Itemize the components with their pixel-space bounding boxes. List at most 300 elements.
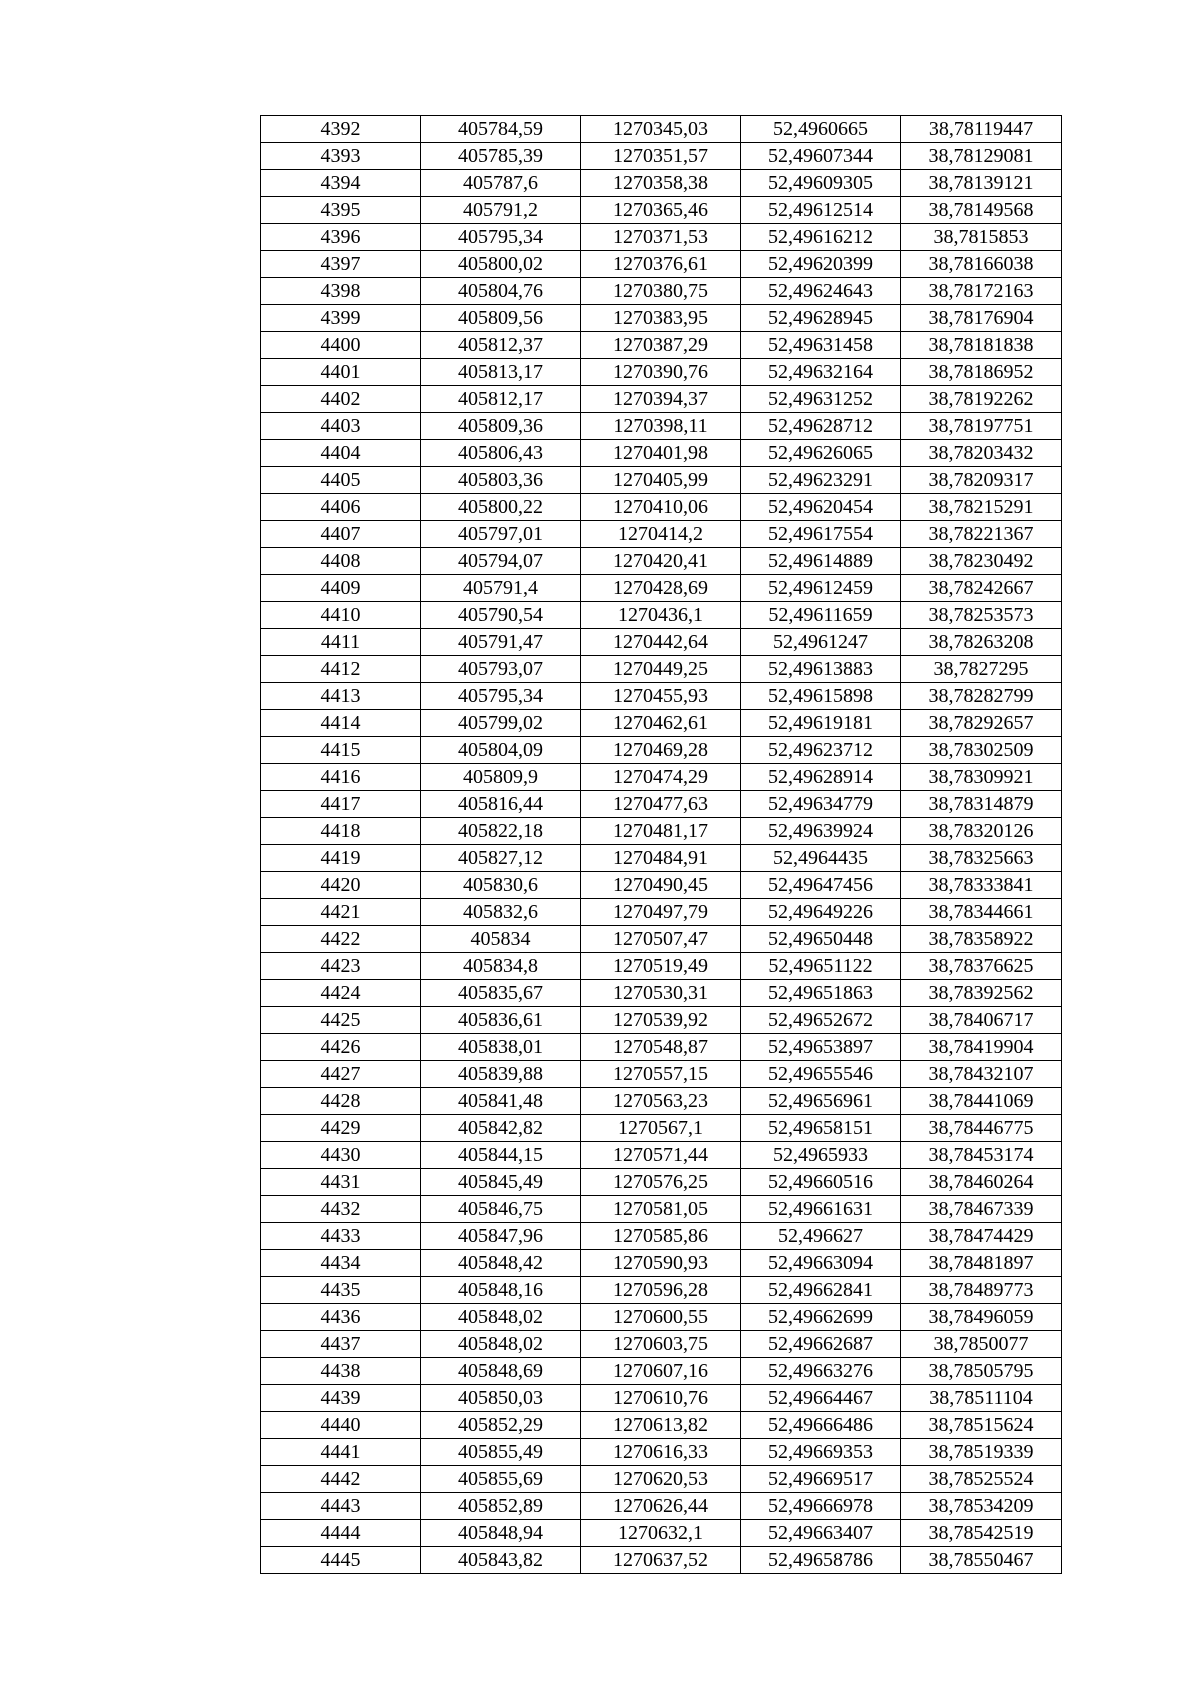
point-number-cell: 4432 [261,1196,421,1223]
latitude-cell: 52,49623291 [741,467,901,494]
longitude-cell: 38,78511104 [901,1385,1062,1412]
y-coordinate-cell: 1270442,64 [581,629,741,656]
latitude-cell: 52,49651863 [741,980,901,1007]
x-coordinate-cell: 405842,82 [421,1115,581,1142]
point-number-cell: 4396 [261,224,421,251]
point-number-cell: 4431 [261,1169,421,1196]
longitude-cell: 38,78460264 [901,1169,1062,1196]
y-coordinate-cell: 1270576,25 [581,1169,741,1196]
table-row [261,1169,1062,1196]
point-number-cell: 4440 [261,1412,421,1439]
y-coordinate-cell: 1270380,75 [581,278,741,305]
point-number-cell: 4406 [261,494,421,521]
y-coordinate-cell: 1270490,45 [581,872,741,899]
longitude-cell: 38,78292657 [901,710,1062,737]
y-coordinate-cell: 1270371,53 [581,224,741,251]
longitude-cell: 38,7827295 [901,656,1062,683]
longitude-cell: 38,78221367 [901,521,1062,548]
y-coordinate-cell: 1270519,49 [581,953,741,980]
x-coordinate-cell: 405848,69 [421,1358,581,1385]
table-row [261,683,1062,710]
table-row [261,629,1062,656]
y-coordinate-cell: 1270462,61 [581,710,741,737]
latitude-cell: 52,49662699 [741,1304,901,1331]
point-number-cell: 4418 [261,818,421,845]
latitude-cell: 52,49617554 [741,521,901,548]
x-coordinate-cell: 405795,34 [421,224,581,251]
point-number-cell: 4420 [261,872,421,899]
longitude-cell: 38,78181838 [901,332,1062,359]
y-coordinate-cell: 1270410,06 [581,494,741,521]
longitude-cell: 38,78534209 [901,1493,1062,1520]
x-coordinate-cell: 405847,96 [421,1223,581,1250]
table-row [261,845,1062,872]
longitude-cell: 38,78550467 [901,1547,1062,1574]
y-coordinate-cell: 1270484,91 [581,845,741,872]
latitude-cell: 52,49616212 [741,224,901,251]
y-coordinate-cell: 1270585,86 [581,1223,741,1250]
y-coordinate-cell: 1270507,47 [581,926,741,953]
longitude-cell: 38,78525524 [901,1466,1062,1493]
x-coordinate-cell: 405850,03 [421,1385,581,1412]
y-coordinate-cell: 1270405,99 [581,467,741,494]
latitude-cell: 52,49666486 [741,1412,901,1439]
y-coordinate-cell: 1270376,61 [581,251,741,278]
x-coordinate-cell: 405800,22 [421,494,581,521]
latitude-cell: 52,49663094 [741,1250,901,1277]
latitude-cell: 52,49626065 [741,440,901,467]
table-row [261,980,1062,1007]
table-row [261,872,1062,899]
table-row [261,224,1062,251]
longitude-cell: 38,78320126 [901,818,1062,845]
x-coordinate-cell: 405809,9 [421,764,581,791]
x-coordinate-cell: 405785,39 [421,143,581,170]
y-coordinate-cell: 1270358,38 [581,170,741,197]
longitude-cell: 38,78230492 [901,548,1062,575]
y-coordinate-cell: 1270477,63 [581,791,741,818]
latitude-cell: 52,49612514 [741,197,901,224]
table-row [261,764,1062,791]
x-coordinate-cell: 405809,56 [421,305,581,332]
point-number-cell: 4403 [261,413,421,440]
x-coordinate-cell: 405812,17 [421,386,581,413]
y-coordinate-cell: 1270530,31 [581,980,741,1007]
y-coordinate-cell: 1270539,92 [581,1007,741,1034]
coordinates-table-body [261,116,1062,1574]
latitude-cell: 52,49658151 [741,1115,901,1142]
point-number-cell: 4413 [261,683,421,710]
y-coordinate-cell: 1270414,2 [581,521,741,548]
point-number-cell: 4409 [261,575,421,602]
y-coordinate-cell: 1270600,55 [581,1304,741,1331]
y-coordinate-cell: 1270603,75 [581,1331,741,1358]
table-row [261,197,1062,224]
latitude-cell: 52,49663276 [741,1358,901,1385]
point-number-cell: 4399 [261,305,421,332]
table-row [261,467,1062,494]
latitude-cell: 52,49613883 [741,656,901,683]
x-coordinate-cell: 405855,49 [421,1439,581,1466]
x-coordinate-cell: 405848,94 [421,1520,581,1547]
latitude-cell: 52,49653897 [741,1034,901,1061]
x-coordinate-cell: 405797,01 [421,521,581,548]
point-number-cell: 4429 [261,1115,421,1142]
y-coordinate-cell: 1270610,76 [581,1385,741,1412]
table-row [261,359,1062,386]
x-coordinate-cell: 405809,36 [421,413,581,440]
x-coordinate-cell: 405784,59 [421,116,581,143]
y-coordinate-cell: 1270365,46 [581,197,741,224]
latitude-cell: 52,49623712 [741,737,901,764]
point-number-cell: 4398 [261,278,421,305]
longitude-cell: 38,78515624 [901,1412,1062,1439]
table-row [261,656,1062,683]
longitude-cell: 38,78467339 [901,1196,1062,1223]
longitude-cell: 38,78419904 [901,1034,1062,1061]
latitude-cell: 52,49666978 [741,1493,901,1520]
longitude-cell: 38,78481897 [901,1250,1062,1277]
longitude-cell: 38,78166038 [901,251,1062,278]
x-coordinate-cell: 405794,07 [421,548,581,575]
latitude-cell: 52,49614889 [741,548,901,575]
table-row [261,710,1062,737]
table-row [261,1115,1062,1142]
longitude-cell: 38,78263208 [901,629,1062,656]
x-coordinate-cell: 405852,89 [421,1493,581,1520]
latitude-cell: 52,4964435 [741,845,901,872]
latitude-cell: 52,49624643 [741,278,901,305]
latitude-cell: 52,49663407 [741,1520,901,1547]
latitude-cell: 52,4960665 [741,116,901,143]
point-number-cell: 4433 [261,1223,421,1250]
x-coordinate-cell: 405804,76 [421,278,581,305]
point-number-cell: 4436 [261,1304,421,1331]
x-coordinate-cell: 405812,37 [421,332,581,359]
x-coordinate-cell: 405787,6 [421,170,581,197]
y-coordinate-cell: 1270637,52 [581,1547,741,1574]
latitude-cell: 52,49669353 [741,1439,901,1466]
y-coordinate-cell: 1270420,41 [581,548,741,575]
x-coordinate-cell: 405839,88 [421,1061,581,1088]
x-coordinate-cell: 405827,12 [421,845,581,872]
longitude-cell: 38,7815853 [901,224,1062,251]
table-row [261,440,1062,467]
x-coordinate-cell: 405791,2 [421,197,581,224]
y-coordinate-cell: 1270548,87 [581,1034,741,1061]
x-coordinate-cell: 405848,16 [421,1277,581,1304]
table-row [261,1142,1062,1169]
point-number-cell: 4416 [261,764,421,791]
latitude-cell: 52,49656961 [741,1088,901,1115]
longitude-cell: 38,78376625 [901,953,1062,980]
y-coordinate-cell: 1270398,11 [581,413,741,440]
longitude-cell: 38,78209317 [901,467,1062,494]
table-row [261,170,1062,197]
longitude-cell: 38,78192262 [901,386,1062,413]
y-coordinate-cell: 1270436,1 [581,602,741,629]
latitude-cell: 52,49620454 [741,494,901,521]
longitude-cell: 38,78474429 [901,1223,1062,1250]
table-row [261,1223,1062,1250]
table-row [261,926,1062,953]
latitude-cell: 52,49661631 [741,1196,901,1223]
y-coordinate-cell: 1270613,82 [581,1412,741,1439]
table-row [261,332,1062,359]
point-number-cell: 4397 [261,251,421,278]
longitude-cell: 38,78453174 [901,1142,1062,1169]
y-coordinate-cell: 1270401,98 [581,440,741,467]
latitude-cell: 52,49628914 [741,764,901,791]
point-number-cell: 4393 [261,143,421,170]
table-row [261,251,1062,278]
x-coordinate-cell: 405843,82 [421,1547,581,1574]
longitude-cell: 38,78333841 [901,872,1062,899]
y-coordinate-cell: 1270632,1 [581,1520,741,1547]
y-coordinate-cell: 1270497,79 [581,899,741,926]
longitude-cell: 38,78309921 [901,764,1062,791]
longitude-cell: 38,78149568 [901,197,1062,224]
longitude-cell: 38,78325663 [901,845,1062,872]
table-row [261,818,1062,845]
latitude-cell: 52,49669517 [741,1466,901,1493]
x-coordinate-cell: 405830,6 [421,872,581,899]
table-row [261,1007,1062,1034]
latitude-cell: 52,49628712 [741,413,901,440]
x-coordinate-cell: 405816,44 [421,791,581,818]
latitude-cell: 52,49651122 [741,953,901,980]
y-coordinate-cell: 1270455,93 [581,683,741,710]
x-coordinate-cell: 405795,34 [421,683,581,710]
table-row [261,278,1062,305]
longitude-cell: 38,78139121 [901,170,1062,197]
point-number-cell: 4424 [261,980,421,1007]
latitude-cell: 52,49652672 [741,1007,901,1034]
y-coordinate-cell: 1270390,76 [581,359,741,386]
point-number-cell: 4404 [261,440,421,467]
longitude-cell: 38,78406717 [901,1007,1062,1034]
point-number-cell: 4435 [261,1277,421,1304]
table-row [261,413,1062,440]
longitude-cell: 38,78505795 [901,1358,1062,1385]
point-number-cell: 4441 [261,1439,421,1466]
table-row [261,1547,1062,1574]
x-coordinate-cell: 405841,48 [421,1088,581,1115]
point-number-cell: 4395 [261,197,421,224]
x-coordinate-cell: 405836,61 [421,1007,581,1034]
x-coordinate-cell: 405848,02 [421,1331,581,1358]
longitude-cell: 38,78441069 [901,1088,1062,1115]
point-number-cell: 4400 [261,332,421,359]
y-coordinate-cell: 1270351,57 [581,143,741,170]
latitude-cell: 52,49650448 [741,926,901,953]
point-number-cell: 4425 [261,1007,421,1034]
y-coordinate-cell: 1270383,95 [581,305,741,332]
longitude-cell: 38,78358922 [901,926,1062,953]
latitude-cell: 52,49664467 [741,1385,901,1412]
table-row [261,602,1062,629]
point-number-cell: 4417 [261,791,421,818]
table-row [261,1358,1062,1385]
longitude-cell: 38,78392562 [901,980,1062,1007]
y-coordinate-cell: 1270394,37 [581,386,741,413]
latitude-cell: 52,49647456 [741,872,901,899]
point-number-cell: 4423 [261,953,421,980]
x-coordinate-cell: 405835,67 [421,980,581,1007]
latitude-cell: 52,4965933 [741,1142,901,1169]
table-row [261,1385,1062,1412]
point-number-cell: 4439 [261,1385,421,1412]
table-row [261,1088,1062,1115]
table-row [261,1439,1062,1466]
x-coordinate-cell: 405822,18 [421,818,581,845]
x-coordinate-cell: 405804,09 [421,737,581,764]
x-coordinate-cell: 405834 [421,926,581,953]
y-coordinate-cell: 1270620,53 [581,1466,741,1493]
point-number-cell: 4421 [261,899,421,926]
longitude-cell: 38,78197751 [901,413,1062,440]
y-coordinate-cell: 1270449,25 [581,656,741,683]
x-coordinate-cell: 405790,54 [421,602,581,629]
latitude-cell: 52,49660516 [741,1169,901,1196]
point-number-cell: 4419 [261,845,421,872]
longitude-cell: 38,78176904 [901,305,1062,332]
point-number-cell: 4422 [261,926,421,953]
table-row [261,1061,1062,1088]
latitude-cell: 52,49634779 [741,791,901,818]
table-row [261,305,1062,332]
point-number-cell: 4428 [261,1088,421,1115]
longitude-cell: 38,78432107 [901,1061,1062,1088]
point-number-cell: 4411 [261,629,421,656]
latitude-cell: 52,49609305 [741,170,901,197]
longitude-cell: 38,78186952 [901,359,1062,386]
y-coordinate-cell: 1270590,93 [581,1250,741,1277]
longitude-cell: 38,78446775 [901,1115,1062,1142]
y-coordinate-cell: 1270616,33 [581,1439,741,1466]
point-number-cell: 4414 [261,710,421,737]
latitude-cell: 52,49632164 [741,359,901,386]
longitude-cell: 38,78314879 [901,791,1062,818]
point-number-cell: 4408 [261,548,421,575]
x-coordinate-cell: 405799,02 [421,710,581,737]
y-coordinate-cell: 1270581,05 [581,1196,741,1223]
y-coordinate-cell: 1270474,29 [581,764,741,791]
point-number-cell: 4405 [261,467,421,494]
longitude-cell: 38,78489773 [901,1277,1062,1304]
point-number-cell: 4426 [261,1034,421,1061]
table-row [261,1466,1062,1493]
longitude-cell: 38,78542519 [901,1520,1062,1547]
latitude-cell: 52,496627 [741,1223,901,1250]
latitude-cell: 52,49631458 [741,332,901,359]
x-coordinate-cell: 405846,75 [421,1196,581,1223]
table-row [261,1304,1062,1331]
table-row [261,791,1062,818]
table-row [261,737,1062,764]
table-row [261,1250,1062,1277]
x-coordinate-cell: 405844,15 [421,1142,581,1169]
point-number-cell: 4437 [261,1331,421,1358]
latitude-cell: 52,49631252 [741,386,901,413]
table-row [261,1034,1062,1061]
table-row [261,494,1062,521]
point-number-cell: 4392 [261,116,421,143]
y-coordinate-cell: 1270428,69 [581,575,741,602]
x-coordinate-cell: 405800,02 [421,251,581,278]
point-number-cell: 4412 [261,656,421,683]
x-coordinate-cell: 405848,02 [421,1304,581,1331]
longitude-cell: 38,7850077 [901,1331,1062,1358]
x-coordinate-cell: 405791,4 [421,575,581,602]
longitude-cell: 38,78519339 [901,1439,1062,1466]
y-coordinate-cell: 1270563,23 [581,1088,741,1115]
x-coordinate-cell: 405838,01 [421,1034,581,1061]
latitude-cell: 52,49662841 [741,1277,901,1304]
x-coordinate-cell: 405845,49 [421,1169,581,1196]
longitude-cell: 38,78215291 [901,494,1062,521]
point-number-cell: 4427 [261,1061,421,1088]
point-number-cell: 4438 [261,1358,421,1385]
latitude-cell: 52,49655546 [741,1061,901,1088]
point-number-cell: 4430 [261,1142,421,1169]
point-number-cell: 4410 [261,602,421,629]
longitude-cell: 38,78203432 [901,440,1062,467]
y-coordinate-cell: 1270387,29 [581,332,741,359]
point-number-cell: 4444 [261,1520,421,1547]
table-row [261,1412,1062,1439]
longitude-cell: 38,78172163 [901,278,1062,305]
longitude-cell: 38,78282799 [901,683,1062,710]
table-row [261,1277,1062,1304]
longitude-cell: 38,78129081 [901,143,1062,170]
table-row [261,548,1062,575]
x-coordinate-cell: 405855,69 [421,1466,581,1493]
longitude-cell: 38,78344661 [901,899,1062,926]
table-row [261,575,1062,602]
latitude-cell: 52,49628945 [741,305,901,332]
y-coordinate-cell: 1270626,44 [581,1493,741,1520]
table-row [261,116,1062,143]
longitude-cell: 38,78119447 [901,116,1062,143]
y-coordinate-cell: 1270607,16 [581,1358,741,1385]
latitude-cell: 52,49612459 [741,575,901,602]
x-coordinate-cell: 405852,29 [421,1412,581,1439]
table-row [261,1331,1062,1358]
x-coordinate-cell: 405813,17 [421,359,581,386]
y-coordinate-cell: 1270345,03 [581,116,741,143]
y-coordinate-cell: 1270596,28 [581,1277,741,1304]
x-coordinate-cell: 405803,36 [421,467,581,494]
longitude-cell: 38,78496059 [901,1304,1062,1331]
table-row [261,953,1062,980]
x-coordinate-cell: 405832,6 [421,899,581,926]
latitude-cell: 52,49607344 [741,143,901,170]
table-row [261,1493,1062,1520]
y-coordinate-cell: 1270481,17 [581,818,741,845]
point-number-cell: 4401 [261,359,421,386]
point-number-cell: 4445 [261,1547,421,1574]
latitude-cell: 52,49615898 [741,683,901,710]
longitude-cell: 38,78253573 [901,602,1062,629]
longitude-cell: 38,78302509 [901,737,1062,764]
x-coordinate-cell: 405806,43 [421,440,581,467]
y-coordinate-cell: 1270567,1 [581,1115,741,1142]
latitude-cell: 52,49639924 [741,818,901,845]
point-number-cell: 4407 [261,521,421,548]
latitude-cell: 52,49619181 [741,710,901,737]
table-row [261,143,1062,170]
